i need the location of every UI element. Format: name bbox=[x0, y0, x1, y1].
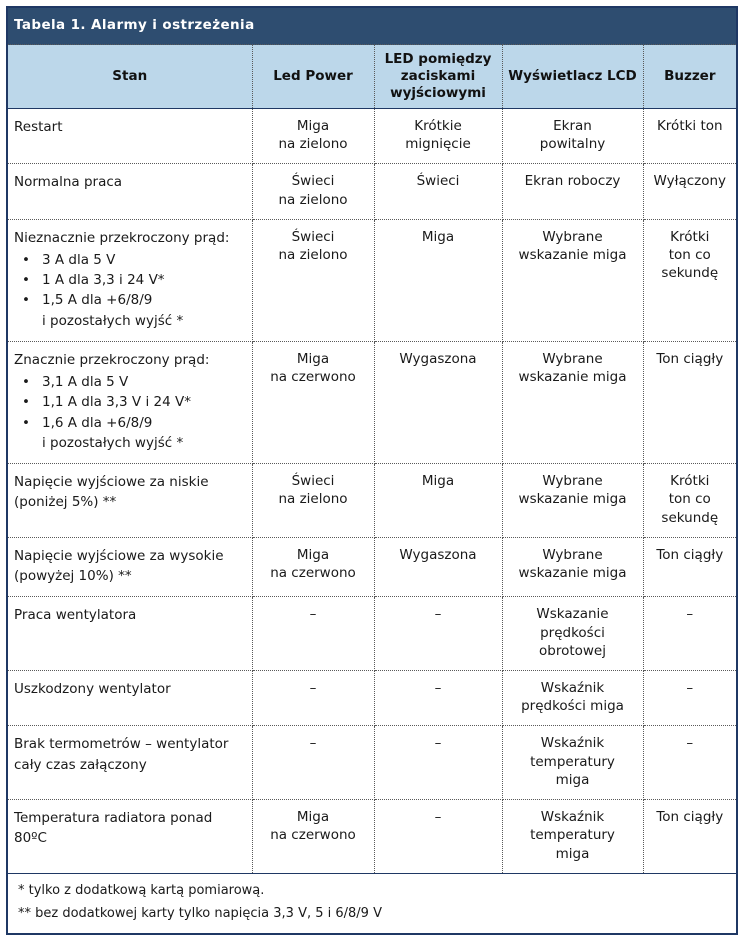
bullet-icon: • bbox=[22, 374, 30, 391]
cell-led-output: Wygaszona bbox=[374, 537, 502, 597]
footnote-row-2 bbox=[7, 904, 737, 935]
bullet-icon: • bbox=[22, 272, 30, 289]
cell-buzzer: Krótki ton co sekundę bbox=[643, 464, 737, 538]
column-header-led-power: Led Power bbox=[252, 45, 374, 109]
cell-lcd: Wskaźnik temperatury miga bbox=[502, 800, 643, 874]
cell-buzzer: – bbox=[643, 726, 737, 800]
table-row bbox=[7, 108, 737, 163]
cell-led-power: Miga na zielono bbox=[252, 108, 374, 163]
footnote-2: ** bez dodatkowej karty tylko napięcia 3,3 V, 5 i 6/8/9 V bbox=[18, 905, 382, 921]
cell-led-power: Miga na czerwono bbox=[252, 800, 374, 874]
cell-state bbox=[7, 671, 252, 726]
cell-lcd: Wybrane wskazanie miga bbox=[502, 464, 643, 538]
state-text: Uszkodzony wentylator bbox=[14, 681, 171, 698]
cell-led-output: – bbox=[374, 597, 502, 671]
state-bullet-item: • 1 A dla 3,3 i 24 V* bbox=[14, 270, 246, 290]
cell-lcd: Wskaźnik temperatury miga bbox=[502, 726, 643, 800]
bullet-icon: • bbox=[22, 414, 30, 431]
state-bullet-item: • 1,6 A dla +6/8/9 bbox=[14, 413, 246, 433]
cell-led-power: – bbox=[252, 726, 374, 800]
cell-state bbox=[7, 219, 252, 341]
column-header-stan: Stan bbox=[7, 45, 252, 109]
state-text: Normalna praca bbox=[14, 174, 123, 191]
cell-led-output: – bbox=[374, 800, 502, 874]
state-text: Znacznie przekroczony prąd: bbox=[14, 351, 210, 368]
bullet-icon: • bbox=[22, 292, 30, 309]
state-text: Napięcie wyjściowe za wysokie (powyżej 10%) ** bbox=[14, 547, 224, 585]
alarms-table bbox=[6, 6, 738, 935]
state-bullet-item: • 3,1 A dla 5 V bbox=[14, 372, 246, 392]
cell-state bbox=[7, 537, 252, 597]
cell-state bbox=[7, 164, 252, 219]
cell-led-output: – bbox=[374, 726, 502, 800]
cell-buzzer: Ton ciągły bbox=[643, 341, 737, 463]
cell-state bbox=[7, 800, 252, 874]
state-text: Napięcie wyjściowe za niskie (poniżej 5%) ** bbox=[14, 474, 209, 511]
cell-state bbox=[7, 464, 252, 538]
cell-state bbox=[7, 108, 252, 163]
state-bullet-item: • 1,5 A dla +6/8/9 bbox=[14, 290, 246, 310]
table-row bbox=[7, 671, 737, 726]
table-row bbox=[7, 164, 737, 219]
cell-led-power: Świeci na zielono bbox=[252, 219, 374, 341]
table-title-row bbox=[7, 7, 737, 45]
table-header-row bbox=[7, 45, 737, 109]
state-text: Temperatura radiatora ponad 80ºC bbox=[14, 810, 213, 847]
cell-led-output: Świeci bbox=[374, 164, 502, 219]
footnote-row-1 bbox=[7, 873, 737, 903]
cell-lcd: Wskaźnik prędkości miga bbox=[502, 671, 643, 726]
state-bullet-list bbox=[14, 250, 246, 311]
table-row bbox=[7, 219, 737, 341]
cell-buzzer: – bbox=[643, 671, 737, 726]
cell-led-output: – bbox=[374, 671, 502, 726]
table-row bbox=[7, 537, 737, 597]
cell-lcd: Wybrane wskazanie miga bbox=[502, 537, 643, 597]
column-header-buzzer: Buzzer bbox=[643, 45, 737, 109]
cell-led-power: – bbox=[252, 597, 374, 671]
cell-buzzer: Ton ciągły bbox=[643, 800, 737, 874]
cell-buzzer: Wyłączony bbox=[643, 164, 737, 219]
cell-led-output: Miga bbox=[374, 219, 502, 341]
cell-state bbox=[7, 341, 252, 463]
table-row bbox=[7, 341, 737, 463]
cell-state bbox=[7, 726, 252, 800]
column-header-lcd: Wyświetlacz LCD bbox=[502, 45, 643, 109]
state-text: Praca wentylatora bbox=[14, 607, 137, 624]
state-text: Nieznacznie przekroczony prąd: bbox=[14, 229, 230, 246]
state-text: Brak termometrów – wentylator cały czas załączony bbox=[14, 736, 229, 773]
cell-lcd: Wybrane wskazanie miga bbox=[502, 341, 643, 463]
column-header-led-output: LED pomiędzy zaciskami wyjściowymi bbox=[374, 45, 502, 109]
table-row bbox=[7, 464, 737, 538]
state-text: Restart bbox=[14, 118, 63, 135]
cell-lcd: Ekran roboczy bbox=[502, 164, 643, 219]
bullet-icon: • bbox=[22, 394, 30, 411]
cell-led-output: Miga bbox=[374, 464, 502, 538]
cell-led-power: Miga na czerwono bbox=[252, 537, 374, 597]
table-title: Tabela 1. Alarmy i ostrzeżenia bbox=[7, 7, 737, 45]
cell-buzzer: Krótki ton co sekundę bbox=[643, 219, 737, 341]
state-bullet-continuation: i pozostałych wyjść * bbox=[42, 434, 184, 451]
state-bullet-item: • 1,1 A dla 3,3 V i 24 V* bbox=[14, 392, 246, 412]
cell-led-power: Świeci na zielono bbox=[252, 164, 374, 219]
cell-lcd: Wybrane wskazanie miga bbox=[502, 219, 643, 341]
cell-buzzer: – bbox=[643, 597, 737, 671]
cell-led-output: Wygaszona bbox=[374, 341, 502, 463]
footnote-1: * tylko z dodatkową kartą pomiarową. bbox=[18, 882, 265, 898]
table-body bbox=[7, 108, 737, 873]
cell-state bbox=[7, 597, 252, 671]
state-bullet-item: • 3 A dla 5 V bbox=[14, 250, 246, 270]
cell-lcd: Wskazanie prędkości obrotowej bbox=[502, 597, 643, 671]
cell-led-power: – bbox=[252, 671, 374, 726]
table-row bbox=[7, 726, 737, 800]
table-row bbox=[7, 800, 737, 874]
cell-buzzer: Ton ciągły bbox=[643, 537, 737, 597]
cell-buzzer: Krótki ton bbox=[643, 108, 737, 163]
cell-led-power: Miga na czerwono bbox=[252, 341, 374, 463]
cell-lcd: Ekran powitalny bbox=[502, 108, 643, 163]
cell-led-output: Krótkie mignięcie bbox=[374, 108, 502, 163]
cell-led-power: Świeci na zielono bbox=[252, 464, 374, 538]
table-row bbox=[7, 597, 737, 671]
state-bullet-continuation: i pozostałych wyjść * bbox=[42, 312, 184, 329]
bullet-icon: • bbox=[22, 251, 30, 268]
state-bullet-list bbox=[14, 372, 246, 433]
